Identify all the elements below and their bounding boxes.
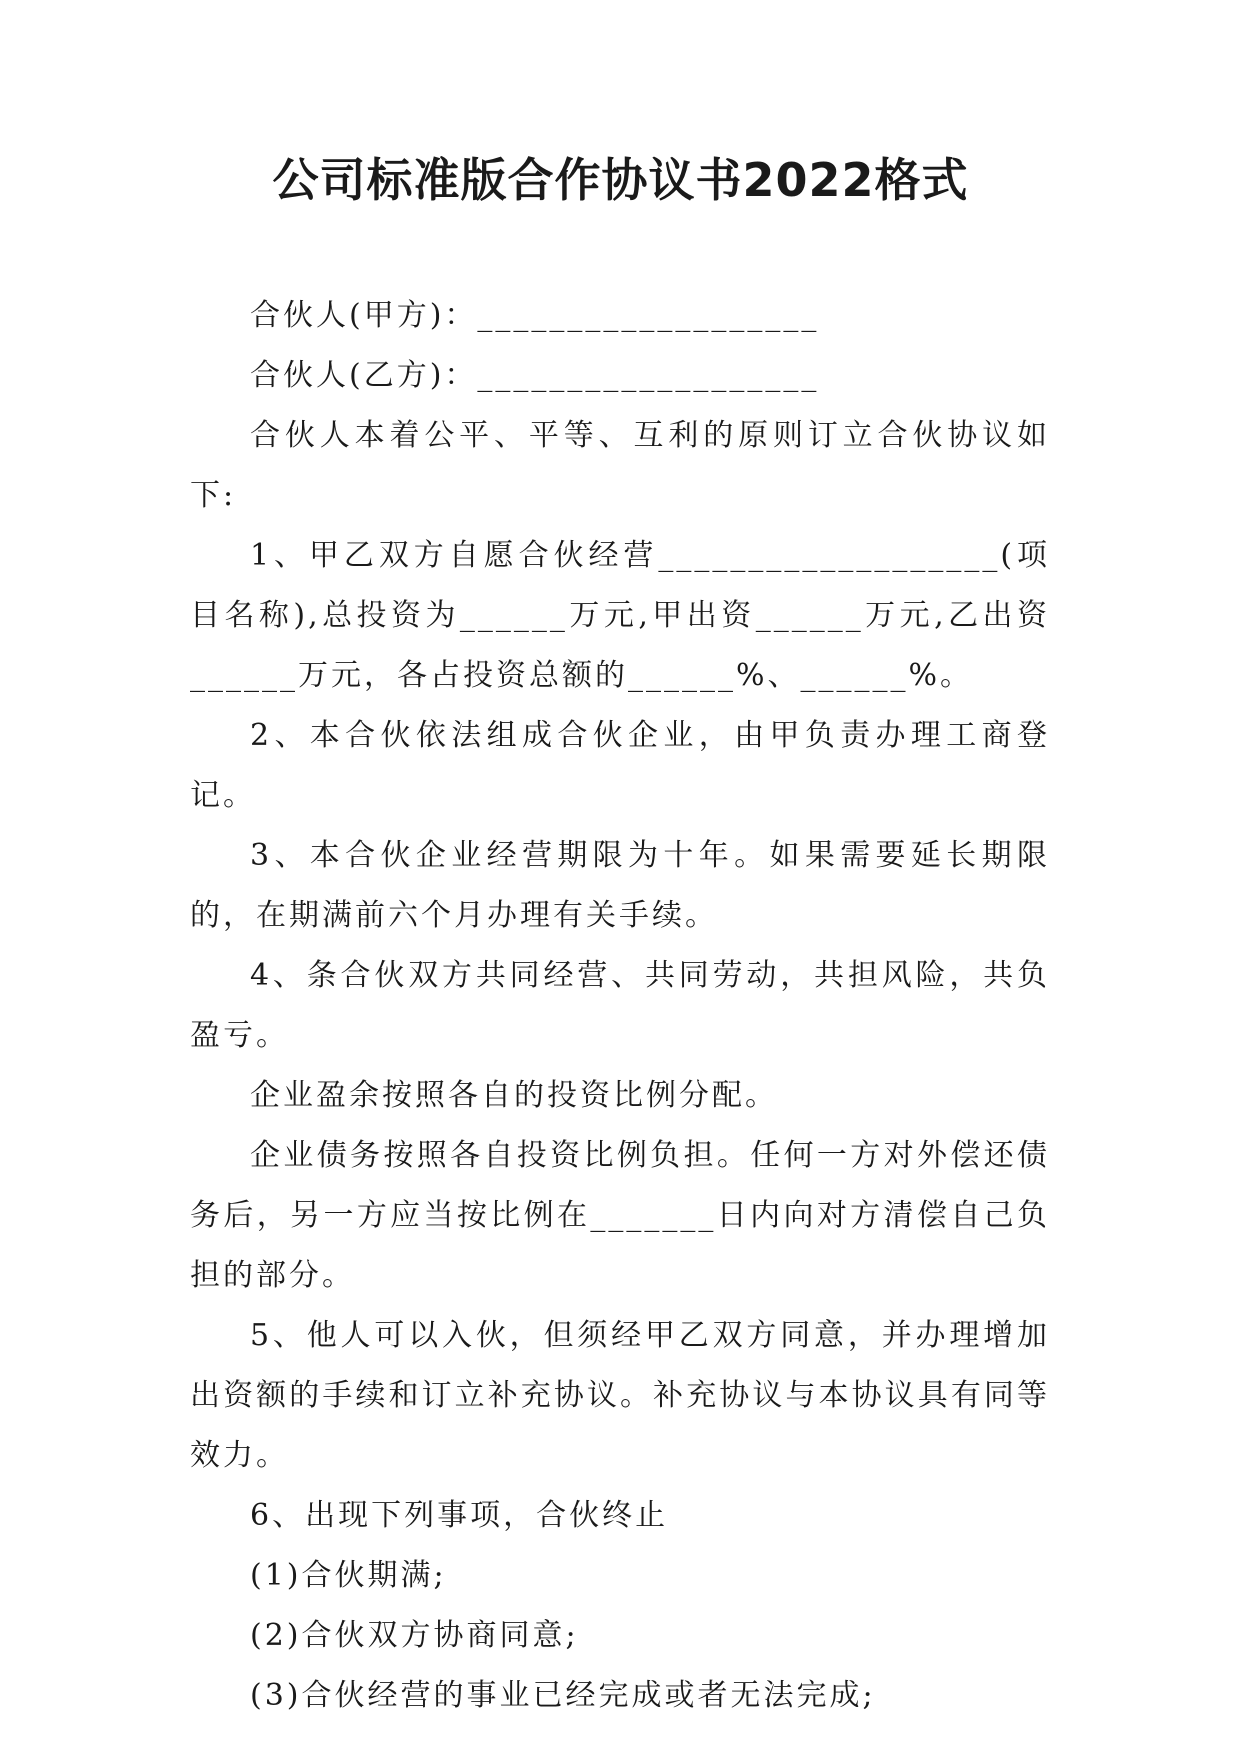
paragraph-clause-6: 6、出现下列事项，合伙终止	[250, 1498, 669, 1533]
paragraph-party-b: 合伙人(乙方)：___________________	[250, 358, 820, 393]
document-title: 公司标准版合作协议书2022格式	[272, 153, 969, 207]
paragraph-debt: 企业债务按照各自投资比例负担。任何一方对外偿还债务后，另一方应当按比例在_______日内向对方清偿自己负担的部分。	[190, 1138, 1050, 1293]
document-body	[190, 286, 1050, 1726]
paragraph-preamble: 合伙人本着公平、平等、互利的原则订立合伙协议如下:	[190, 418, 1050, 513]
paragraph-clause-1: 1、甲乙双方自愿合伙经营___________________(项目名称),总投资为______万元,甲出资______万元,乙出资______万元，各占投资总额的______%、______%。	[190, 538, 1050, 693]
list-item: (1)合伙期满;	[250, 1558, 447, 1593]
paragraph-clause-4: 4、条合伙双方共同经营、共同劳动，共担风险，共负盈亏。	[190, 958, 1050, 1053]
paragraph-clause-2: 2、本合伙依法组成合伙企业，由甲负责办理工商登记。	[190, 718, 1050, 813]
list-item: (2)合伙双方协商同意;	[250, 1618, 579, 1653]
paragraph-party-a: 合伙人(甲方)：___________________	[250, 298, 820, 333]
paragraph-profit: 企业盈余按照各自的投资比例分配。	[250, 1078, 778, 1113]
list-item: (3)合伙经营的事业已经完成或者无法完成;	[250, 1678, 876, 1713]
paragraph-clause-5: 5、他人可以入伙，但须经甲乙双方同意，并办理增加出资额的手续和订立补充协议。补充协议与本协议具有同等效力。	[190, 1318, 1050, 1473]
paragraph-clause-3: 3、本合伙企业经营期限为十年。如果需要延长期限的，在期满前六个月办理有关手续。	[190, 838, 1050, 933]
